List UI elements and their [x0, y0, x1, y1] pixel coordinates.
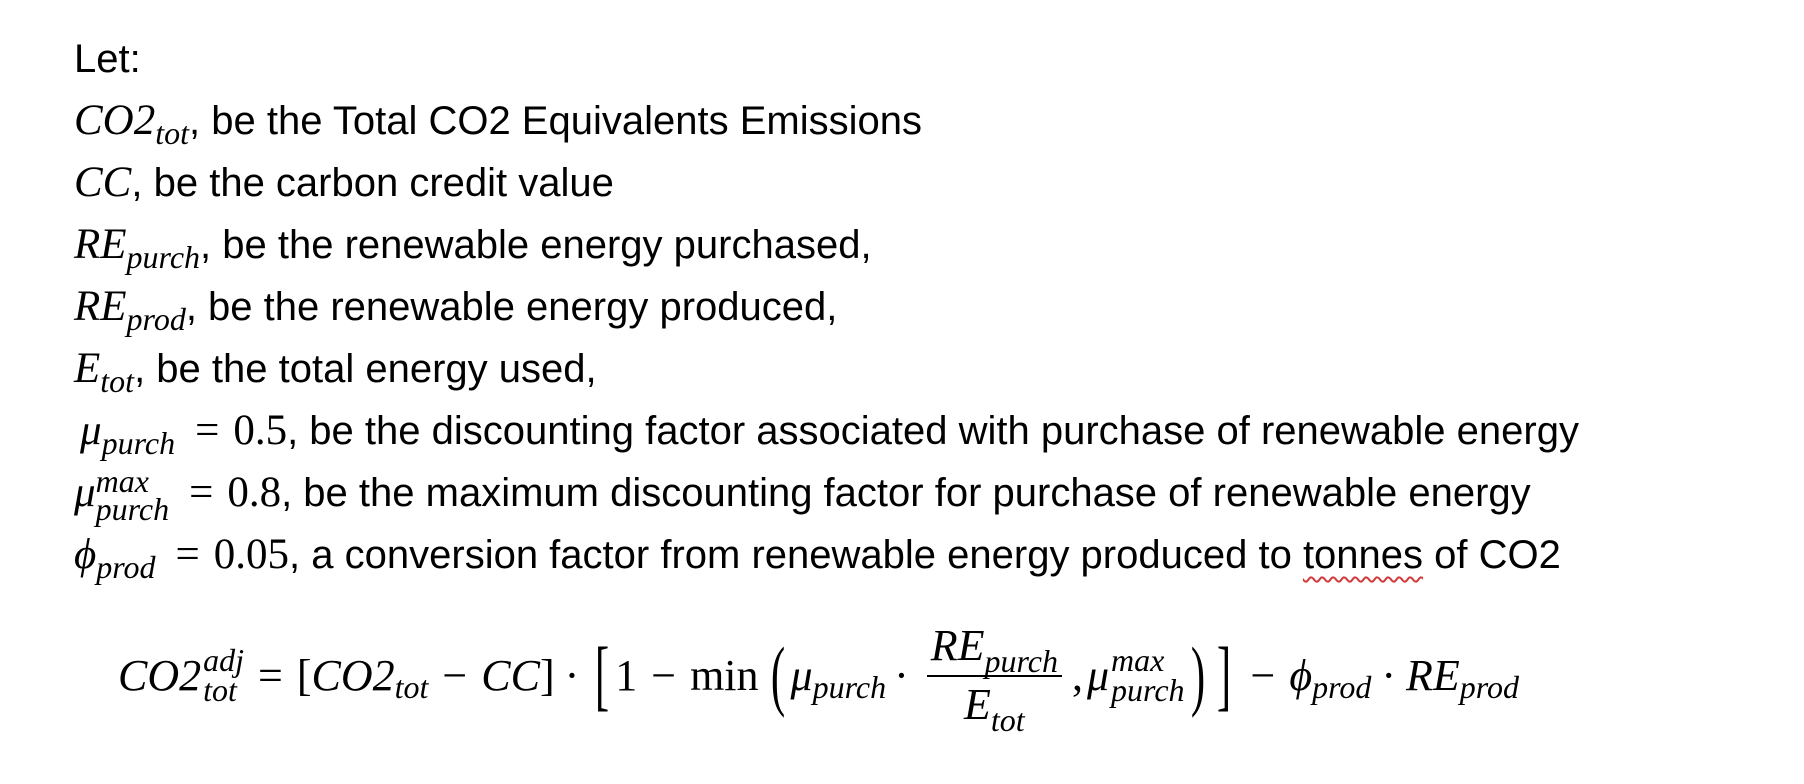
formula-phi-subscript: prod	[1312, 668, 1372, 705]
formula-min: min	[690, 650, 759, 700]
definition-re-purch	[74, 214, 1794, 276]
formula-open-bracket: [	[296, 650, 312, 700]
symbol: μ	[74, 469, 96, 516]
formula-minus-2: −	[651, 650, 677, 700]
symbol-subscript: purch	[95, 491, 170, 528]
symbol: RE	[74, 283, 127, 330]
formula-comma: ,	[1071, 650, 1083, 700]
formula-num-symbol: RE	[930, 621, 985, 670]
symbol: CC	[74, 159, 132, 206]
equals-sign: =	[175, 531, 200, 578]
definition-text: , be the Total CO2 Equivalents Emissions	[189, 99, 922, 143]
adjusted-co2-formula	[118, 621, 1520, 738]
formula-lhs-symbol: CO2	[118, 650, 202, 700]
definition-mu-purch	[74, 400, 1794, 462]
definition-text: , be the discounting factor associated with purchase of renewable energy	[287, 409, 1579, 453]
definition-text-after: of CO2	[1423, 533, 1561, 577]
symbol: ϕ	[74, 531, 97, 578]
definition-cc	[74, 152, 1794, 214]
definition-text: , be the renewable energy purchased,	[200, 223, 872, 267]
formula-den-subscript: tot	[990, 702, 1025, 738]
formula-mu-subscript: purch	[812, 668, 887, 705]
formula-big-close-bracket: ]	[1216, 631, 1231, 718]
equals-sign: =	[189, 469, 214, 516]
formula-minus: −	[442, 650, 468, 700]
definition-co2-tot	[74, 90, 1794, 152]
formula-dot-2: ·	[894, 650, 909, 700]
formula-num-subscript: purch	[984, 643, 1058, 679]
symbol-value: 0.5	[233, 407, 288, 454]
formula-mu: μ	[790, 650, 813, 700]
formula-re-subscript: prod	[1459, 668, 1520, 705]
formula-denominator	[964, 677, 1025, 738]
definitions-block	[74, 28, 1794, 586]
symbol: E	[74, 345, 101, 392]
definition-mu-max-purch	[74, 462, 1794, 528]
definition-phi-prod	[74, 524, 1794, 586]
formula-fraction	[927, 620, 1062, 738]
formula-lhs-subscript: tot	[203, 672, 237, 708]
formula-numerator	[927, 620, 1062, 677]
formula-co2-symbol: CO2	[311, 650, 395, 700]
formula-dot-3: ·	[1381, 650, 1397, 700]
symbol-value: 0.8	[227, 469, 282, 516]
formula-close-paren: )	[1190, 631, 1205, 718]
formula-mu-max-subscript: purch	[1111, 672, 1185, 708]
formula-mu-max-superscript: max	[1111, 641, 1165, 678]
formula-close-bracket: ]	[539, 650, 555, 700]
symbol: μ	[80, 407, 102, 454]
intro-line	[74, 28, 1794, 90]
definition-re-prod	[74, 276, 1794, 338]
definition-text: , be the maximum discounting factor for purchase of renewable energy	[281, 471, 1531, 515]
symbol: CO2	[74, 97, 156, 144]
formula-lhs-scripts	[203, 641, 245, 708]
formula-one: 1	[615, 650, 638, 700]
formula-open-paren: (	[770, 631, 785, 718]
definition-text: , be the renewable energy produced,	[185, 285, 838, 329]
symbol-subscript: purch	[101, 425, 176, 461]
formula-minus-3: −	[1250, 650, 1276, 700]
symbol-subscript: tot	[100, 363, 135, 399]
formula-big-open-bracket: [	[595, 631, 610, 718]
formula-mu-max: μ	[1086, 650, 1110, 700]
symbol-subscript: prod	[96, 549, 156, 585]
formula-lhs-superscript: adj	[203, 641, 245, 678]
definition-e-tot	[74, 338, 1794, 400]
symbol-value: 0.05	[213, 531, 290, 578]
definition-text-before: , a conversion factor from renewable energy produced to	[289, 533, 1303, 577]
formula-co2-subscript: tot	[394, 668, 429, 705]
symbol-scripts	[95, 462, 170, 528]
symbol-superscript: max	[95, 462, 149, 499]
symbol: RE	[74, 221, 127, 268]
formula-re-symbol: RE	[1406, 650, 1460, 700]
formula-equals: =	[258, 650, 283, 700]
symbol-subscript: tot	[155, 115, 190, 151]
formula-cc-symbol: CC	[481, 650, 540, 700]
definition-text: , be the total energy used,	[134, 347, 597, 391]
formula-den-symbol: E	[964, 680, 991, 729]
intro-text: Let:	[74, 37, 141, 81]
formula-dot: ·	[564, 650, 580, 700]
symbol-subscript: prod	[126, 301, 186, 337]
definition-text: , be the carbon credit value	[131, 161, 614, 205]
spellcheck-flagged-word: tonnes	[1302, 533, 1424, 577]
formula-phi: ϕ	[1289, 650, 1313, 700]
formula-mu-max-scripts	[1111, 641, 1185, 708]
equals-sign: =	[195, 407, 220, 454]
symbol-subscript: purch	[126, 239, 201, 275]
